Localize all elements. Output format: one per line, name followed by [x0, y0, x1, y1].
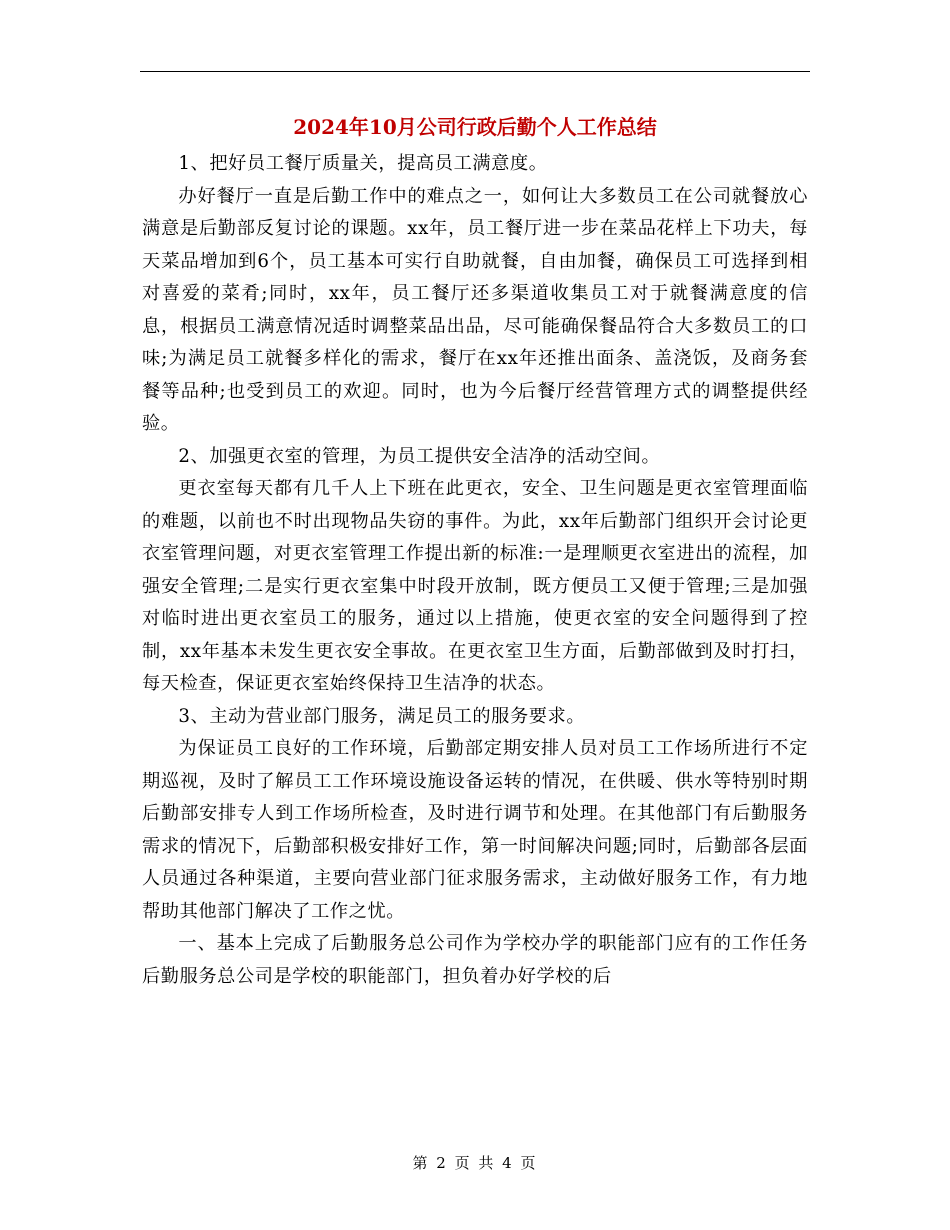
document-body: [142, 148, 808, 993]
section-heading-2: 2、加强更衣室的管理，为员工提供安全洁净的活动空间。: [178, 445, 661, 467]
body-paragraph-canteen: 办好餐厅一直是后勤工作中的难点之一，如何让大多数员工在公司就餐放心满意是后勤部反复讨论的课题。xx年，员工餐厅进一步在菜品花样上下功夫，每天菜品增加到6个，员工基本可实行自助就餐，自由加餐，确保员工可选择到相对喜爱的菜肴;同时，xx年，员工餐厅还多渠道收集员工对于就餐满意度的信息，根据员工满意情况适时调整菜品出品，尽可能确保餐品符合大多数员工的口味;为满足员工就餐多样化的需求，餐厅在xx年还推出面条、盖浇饭，及商务套餐等品种;也受到员工的欢迎。同时，也为今后餐厅经营管理方式的调整提供经验。: [142, 185, 808, 434]
page-number: 第 2 页 共 4 页: [412, 1154, 538, 1172]
document-title: 2024年10月公司行政后勤个人工作总结: [293, 115, 657, 139]
header-rule: [140, 71, 810, 72]
body-paragraph-summary: 一、基本上完成了后勤服务总公司作为学校办学的职能部门应有的工作任务后勤服务总公司是学校的职能部门，担负着办好学校的后: [142, 933, 808, 987]
body-paragraph-locker-room: 更衣室每天都有几千人上下班在此更衣，安全、卫生问题是更衣室管理面临的难题，以前也不时出现物品失窃的事件。为此，xx年后勤部门组织开会讨论更衣室管理问题，对更衣室管理工作提出新的标准:一是理顺更衣室进出的流程，加强安全管理;二是实行更衣室集中时段开放制，既方便员工又便于管理;三是加强对临时进出更衣室员工的服务，通过以上措施，使更衣室的安全问题得到了控制，xx年基本未发生更衣安全事故。在更衣室卫生方面，后勤部做到及时打扫，每天检查，保证更衣室始终保持卫生洁净的状态。: [142, 478, 808, 694]
section-heading-3: 3、主动为营业部门服务，满足员工的服务要求。: [178, 705, 586, 727]
body-paragraph-service: 为保证员工良好的工作环境，后勤部定期安排人员对员工工作场所进行不定期巡视，及时了解员工工作环境设施设备运转的情况，在供暖、供水等特别时期后勤部安排专人到工作场所检查，及时进行调节和处理。在其他部门有后勤服务需求的情况下，后勤部积极安排好工作，第一时间解决问题;同时，后勤部各层面人员通过各种渠道，主要向营业部门征求服务需求，主动做好服务工作，有力地帮助其他部门解决了工作之忧。: [142, 738, 808, 922]
section-heading-1: 1、把好员工餐厅质量关，提高员工满意度。: [178, 153, 548, 174]
